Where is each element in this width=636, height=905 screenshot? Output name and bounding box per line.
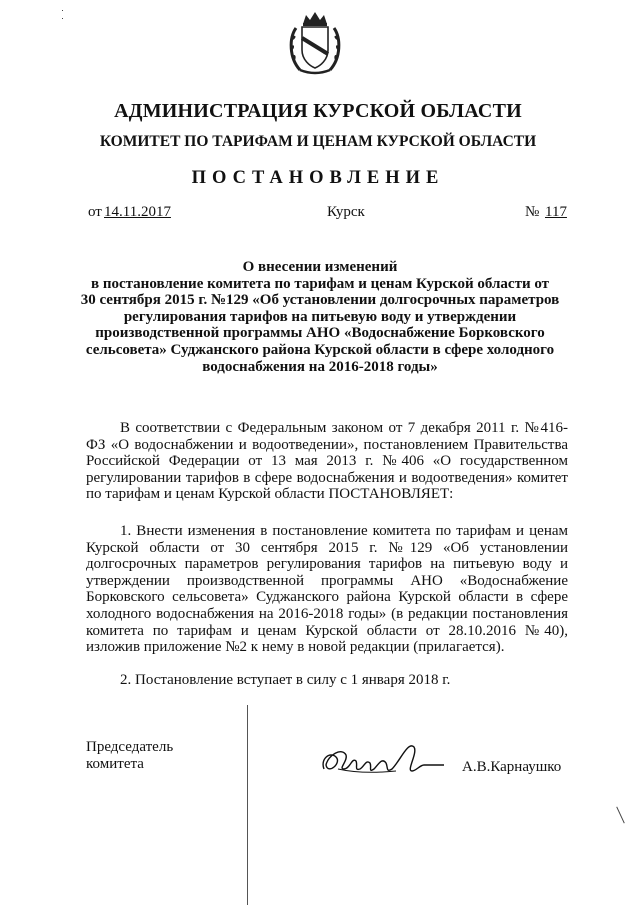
scan-speck (62, 18, 63, 19)
preamble-paragraph: В соответствии с Федеральным законом от 7 декабря 2011 г. №416-ФЗ «О водоснабжении и водоотведении», постановлением Правительства Российской Федерации от 13 мая 2013 г. №406 «О государственном регулировании тарифов в сфере водоснабжения и водоотведения» комитет по тарифам и ценам Курской области ПОСТАНОВЛЯЕТ: (86, 420, 568, 503)
subject-line: О внесении изменений (242, 259, 398, 275)
committee-title: КОМИТЕТ ПО ТАРИФАМ И ЦЕНАМ КУРСКОЙ ОБЛАСТИ (99, 133, 537, 150)
signatory-title-line: комитета (86, 756, 144, 772)
scan-speck (616, 807, 625, 824)
subject-line: водоснабжения на 2016-2018 годы» (202, 358, 438, 375)
administration-title: АДМИНИСТРАЦИЯ КУРСКОЙ ОБЛАСТИ (114, 100, 522, 122)
document-subject (70, 259, 570, 375)
date-prefix: от (88, 204, 102, 220)
signatory-name: А.В.Карнаушко (462, 759, 562, 775)
signatory-title-line: Председатель (86, 739, 174, 755)
document-number: 117 (545, 204, 567, 220)
document-type-title: ПОСТАНОВЛЕНИЕ (191, 168, 445, 188)
handwritten-signature (316, 735, 446, 785)
clause-2-paragraph: 2. Постановление вступает в силу с 1 января 2018 г. (120, 672, 451, 688)
subject-line: сельсовета» Суджанского района Курской области в сфере холодного (85, 341, 555, 358)
signatory-title (86, 739, 173, 773)
subject-line: регулирования тарифов на питьевую воду и утверждении (123, 308, 517, 325)
number-sign: № (525, 204, 540, 220)
subject-line: производственной программы АНО «Водоснабжение Борковского (95, 325, 545, 342)
document-city: Курск (327, 204, 365, 220)
subject-line: в постановление комитета по тарифам и ценам Курской области от (90, 275, 550, 292)
document-date: 14.11.2017 (104, 204, 171, 220)
scan-speck (62, 10, 63, 11)
scan-artifact-line (247, 705, 249, 905)
clause-1-paragraph: 1. Внести изменения в постановление комитета по тарифам и ценам Курской области от 30 сентября 2015 г. №129 «Об установлении долгосрочных параметров регулирования тарифов на питьевую воду и утверждении производственной программы АНО «Водоснабжение Борковского сельсовета» Суджанского района Курской области в сфере холодного водоснабжения на 2016-2018 годы» (в редакции постановления комитета по тарифам и ценам Курской области от 28.10.2016 №40), изложив приложение №2 к нему в новой редакции (прилагается). (86, 523, 568, 656)
subject-line: 30 сентября 2015 г. №129 «Об установлении долгосрочных параметров (80, 292, 560, 309)
coat-of-arms-icon (286, 10, 344, 76)
